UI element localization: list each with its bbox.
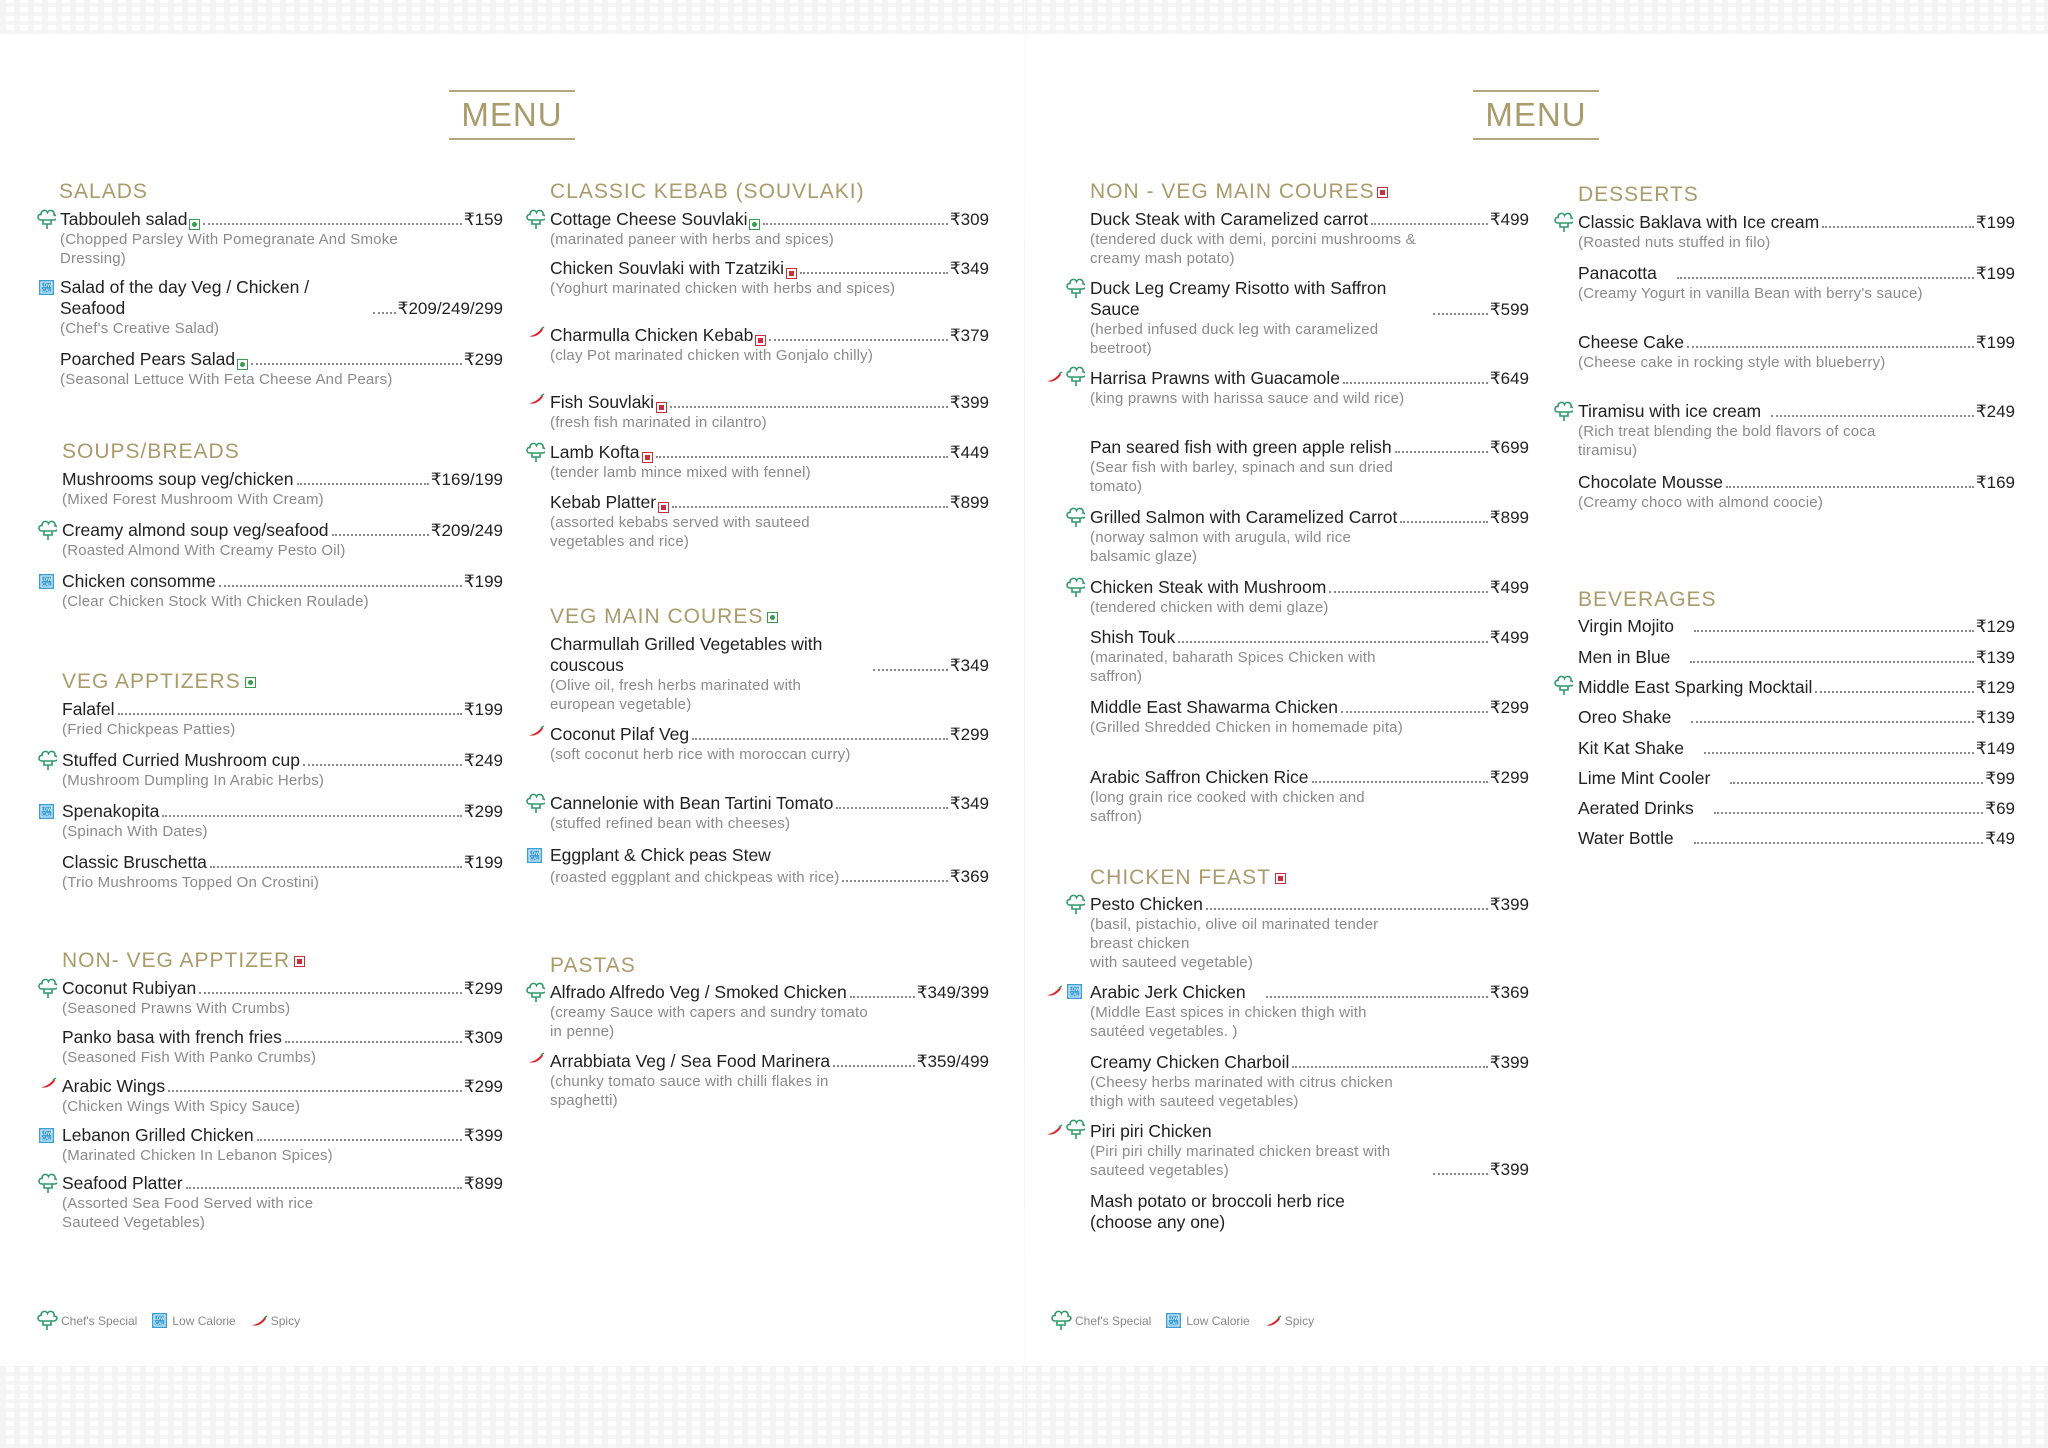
- chef-special-icon: [1065, 366, 1085, 388]
- chef-special-icon: [525, 209, 545, 231]
- item-price: ₹149: [1975, 739, 2015, 758]
- item-description: (Mushroom Dumpling In Arabic Herbs): [62, 772, 325, 789]
- item-description: (Yoghurt marinated chicken with herbs and spices): [550, 280, 896, 297]
- menu-item: Classic Baklava with Ice cream ₹199 (Roasted nuts stuffed in filo): [1578, 212, 2015, 252]
- item-description: (Rich treat blending the bold flavors of coca tiramisu): [1578, 423, 1876, 459]
- section-title-kebab: CLASSIC KEBAB (SOUVLAKI): [550, 180, 865, 203]
- chef-special-icon: [525, 793, 545, 815]
- nonveg-mark-icon: [294, 956, 305, 967]
- spicy-icon: [527, 1051, 547, 1073]
- item-price: ₹249: [463, 751, 503, 770]
- item-description: (Seasonal Lettuce With Feta Cheese And Pears): [60, 371, 393, 388]
- low-calorie-icon: [38, 1127, 58, 1149]
- item-description: (assorted kebabs served with sauteed vegetables and rice): [550, 514, 810, 550]
- menu-item: Salad of the day Veg / Chicken / Seafood ₹209/249/299 (Chef's Creative Salad): [60, 277, 503, 338]
- item-price: ₹139: [1975, 708, 2015, 727]
- chef-special-icon: [1065, 894, 1085, 916]
- chef-special-icon: [1553, 212, 1573, 234]
- item-description: (Mixed Forest Mushroom With Cream): [62, 491, 324, 508]
- item-price: ₹209/249: [430, 521, 503, 540]
- item-price: ₹599: [1489, 300, 1529, 319]
- item-description: (Roasted Almond With Creamy Pesto Oil): [62, 542, 346, 559]
- item-price: ₹169: [1975, 473, 2015, 492]
- item-price: ₹359/499: [916, 1052, 989, 1071]
- legend-low-calorie-label: Low Calorie: [1186, 1314, 1250, 1328]
- item-price: ₹649: [1489, 369, 1529, 388]
- low-calorie-icon: [1066, 983, 1086, 1005]
- low-calorie-icon: [151, 1312, 169, 1330]
- menu-item: Lebanon Grilled Chicken ₹399 (Marinated Chicken In Lebanon Spices): [62, 1125, 503, 1165]
- item-description: (basil, pistachio, olive oil marinated tender breast chicken: [1090, 916, 1379, 952]
- menu-item: Cheese Cake ₹199 (Cheese cake in rocking style with blueberry): [1578, 332, 2015, 371]
- menu-item: Lime Mint Cooler ₹99: [1578, 768, 2015, 788]
- item-description: (Assorted Sea Food Served with rice Sauteed Vegetables): [62, 1195, 314, 1231]
- menu-item: Duck Leg Creamy Risotto with Saffron Sauce ₹599 (herbed infused duck leg with caramelized beetroot): [1090, 278, 1529, 358]
- item-price: ₹349/399: [916, 983, 989, 1002]
- chef-special-icon: [525, 442, 545, 464]
- item-price: ₹299: [463, 350, 503, 369]
- chef-special-icon: [1065, 278, 1085, 300]
- item-description: (Chicken Wings With Spicy Sauce): [62, 1098, 301, 1115]
- item-price: ₹199: [463, 572, 503, 591]
- chef-special-icon: [36, 209, 56, 231]
- menu-item: Pan seared fish with green apple relish ₹699 (Sear fish with barley, spinach and sun dried tomato): [1090, 437, 1529, 495]
- item-description: (Fried Chickpeas Patties): [62, 721, 236, 738]
- item-price: ₹379: [949, 326, 989, 345]
- item-price: ₹199: [1975, 264, 2015, 283]
- item-description: (norway salmon with arugula, wild rice balsamic glaze): [1090, 529, 1352, 565]
- item-description: (Creamy Yogurt in vanilla Bean with berry's sauce): [1578, 285, 1923, 302]
- legend-chefs-special-label: Chef's Special: [1075, 1314, 1152, 1328]
- item-price: ₹349: [949, 656, 989, 675]
- item-price: ₹299: [463, 802, 503, 821]
- item-description: (Marinated Chicken In Lebanon Spices): [62, 1147, 333, 1164]
- menu-item: Oreo Shake ₹139: [1578, 707, 2015, 727]
- item-description: (tender lamb mince mixed with fennel): [550, 464, 811, 481]
- item-description: (Cheese cake in rocking style with blueberry): [1578, 354, 1886, 371]
- spicy-icon: [527, 724, 547, 746]
- menu-item: Arabic Saffron Chicken Rice ₹299 (long grain rice cooked with chicken and saffron): [1090, 767, 1529, 825]
- menu-item: Eggplant & Chick peas Stew (roasted eggplant and chickpeas with rice) ₹369: [550, 845, 989, 887]
- nonveg-mark-icon: [1275, 873, 1286, 884]
- item-price: ₹159: [463, 210, 503, 229]
- menu-item: Chocolate Mousse ₹169 (Creamy choco with almond coocie): [1578, 472, 2015, 511]
- menu-item: Chicken Souvlaki with Tzatziki ₹349 (Yoghurt marinated chicken with herbs and spices): [550, 258, 989, 297]
- side-choice-note: Mash potato or broccoli herb rice (choose any one): [1090, 1191, 1345, 1232]
- legend-left: [36, 1310, 314, 1332]
- item-price: ₹399: [1489, 895, 1529, 914]
- section-title-salads: SALADS: [59, 180, 148, 203]
- menu-item: Tabbouleh salad ₹159 (Chopped Parsley With Pomegranate And Smoke Dressing): [60, 209, 503, 268]
- section-title-nonveg-apptizer: NON- VEG APPTIZER: [62, 949, 305, 973]
- item-price: ₹299: [949, 725, 989, 744]
- menu-item: Charmullah Grilled Vegetables with couscous ₹349 (Olive oil, fresh herbs marinated with european vegetable): [550, 634, 989, 713]
- item-price: ₹399: [463, 1126, 503, 1145]
- menu-item: Panacotta ₹199 (Creamy Yogurt in vanilla Bean with berry's sauce): [1578, 263, 2015, 302]
- item-price: ₹69: [1985, 799, 2015, 818]
- item-price: ₹169/199: [430, 470, 503, 489]
- chef-special-icon: [37, 520, 57, 542]
- menu-item: Water Bottle ₹49: [1578, 828, 2015, 848]
- item-price: ₹449: [949, 443, 989, 462]
- veg-mark-icon: [189, 219, 200, 230]
- menu-item: Falafel ₹199 (Fried Chickpeas Patties): [62, 699, 503, 738]
- item-price: ₹129: [1975, 678, 2015, 697]
- nonveg-mark-icon: [755, 335, 766, 346]
- nonveg-mark-icon: [642, 452, 653, 463]
- spicy-icon: [250, 1314, 268, 1328]
- chef-special-icon: [36, 1310, 58, 1332]
- chef-special-icon: [37, 1173, 57, 1195]
- legend-low-calorie-label: Low Calorie: [172, 1314, 236, 1328]
- chef-special-icon: [525, 982, 545, 1004]
- menu-item: Middle East Sparking Mocktail ₹129: [1578, 677, 2015, 698]
- item-description: (roasted eggplant and chickpeas with rice): [550, 869, 840, 886]
- item-description: (tendered duck with demi, porcini mushrooms & creamy mash potato): [1090, 231, 1416, 267]
- chef-special-icon: [1553, 675, 1573, 697]
- page-fold: [1024, 0, 1025, 1448]
- menu-item: Arabic Wings ₹299 (Chicken Wings With Spicy Sauce): [62, 1076, 503, 1116]
- item-description: (Sear fish with barley, spinach and sun dried tomato): [1090, 459, 1394, 495]
- spicy-icon: [1045, 370, 1065, 392]
- chef-special-icon: [1050, 1310, 1072, 1332]
- item-description: (Roasted nuts stuffed in filo): [1578, 234, 1771, 251]
- menu-item: Mushrooms soup veg/chicken ₹169/199 (Mixed Forest Mushroom With Cream): [62, 469, 503, 508]
- menu-item: Cottage Cheese Souvlaki ₹309 (marinated paneer with herbs and spices): [550, 209, 989, 249]
- menu-item: Coconut Rubiyan ₹299 (Seasoned Prawns With Crumbs): [62, 978, 503, 1018]
- item-price: ₹499: [1489, 210, 1529, 229]
- item-description: (clay Pot marinated chicken with Gonjalo chilly): [550, 347, 874, 364]
- item-description: (Creamy choco with almond coocie): [1578, 494, 1824, 511]
- section-title-veg-main: VEG MAIN COURES: [550, 605, 778, 629]
- menu-item: Chicken Steak with Mushroom ₹499 (tendered chicken with demi glaze): [1090, 577, 1529, 617]
- menu-item: Tiramisu with ice cream ₹249 (Rich treat blending the bold flavors of coca tiramisu): [1578, 401, 2015, 460]
- menu-item: Kit Kat Shake ₹149: [1578, 738, 2015, 758]
- menu-item: Aerated Drinks ₹69: [1578, 798, 2015, 818]
- menu-item: Men in Blue ₹139: [1578, 647, 2015, 667]
- spicy-icon: [527, 392, 547, 414]
- left-menu-title: MENU: [449, 90, 575, 140]
- item-description: (tendered chicken with demi glaze): [1090, 599, 1329, 616]
- legend-spicy-label: Spicy: [1284, 1314, 1315, 1328]
- menu-item: Alfrado Alfredo Veg / Smoked Chicken ₹349/399 (creamy Sauce with capers and sundry tomato in penne): [550, 982, 989, 1041]
- nonveg-mark-icon: [786, 268, 797, 279]
- item-description: (marinated paneer with herbs and spices): [550, 231, 834, 248]
- veg-mark-icon: [767, 612, 778, 623]
- section-title-beverages: BEVERAGES: [1578, 588, 1717, 611]
- item-price: ₹349: [949, 259, 989, 278]
- section-title-chicken-feast: CHICKEN FEAST: [1090, 866, 1286, 890]
- low-calorie-icon: [526, 847, 546, 869]
- item-price: ₹199: [463, 700, 503, 719]
- section-title-soups: SOUPS/BREADS: [62, 440, 240, 463]
- menu-item: Charmulla Chicken Kebab ₹379 (clay Pot marinated chicken with Gonjalo chilly): [550, 325, 989, 365]
- legend-spicy-label: Spicy: [270, 1314, 301, 1328]
- menu-item: Creamy Chicken Charboil ₹399 (Cheesy herbs marinated with citrus chicken thigh with sauteed vegetables): [1090, 1052, 1529, 1110]
- nonveg-mark-icon: [656, 402, 667, 413]
- section-title-desserts: DESSERTS: [1578, 183, 1699, 206]
- spicy-icon: [1045, 1123, 1065, 1145]
- item-price: ₹209/249/299: [397, 299, 503, 318]
- section-title-nonveg-main: NON - VEG MAIN COURES: [1090, 180, 1388, 204]
- chef-special-icon: [37, 750, 57, 772]
- menu-item: Stuffed Curried Mushroom cup ₹249 (Mushroom Dumpling In Arabic Herbs): [62, 750, 503, 790]
- menu-item: Shish Touk ₹499 (marinated, baharath Spices Chicken with saffron): [1090, 627, 1529, 685]
- item-description: (soft coconut herb rice with moroccan curry): [550, 746, 851, 763]
- chef-special-icon: [1065, 1119, 1085, 1141]
- section-title-pastas: PASTAS: [550, 954, 636, 977]
- menu-item: Creamy almond soup veg/seafood ₹209/249 (Roasted Almond With Creamy Pesto Oil): [62, 520, 503, 560]
- menu-item: Virgin Mojito ₹129: [1578, 616, 2015, 636]
- item-description: (Seasoned Prawns With Crumbs): [62, 1000, 291, 1017]
- low-calorie-icon: [1165, 1312, 1183, 1330]
- item-description: (marinated, baharath Spices Chicken with saffron): [1090, 649, 1376, 685]
- item-price: ₹249: [1975, 402, 2015, 421]
- menu-item: Middle East Shawarma Chicken ₹299 (Grilled Shredded Chicken in homemade pita): [1090, 697, 1529, 736]
- item-description: (Spinach With Dates): [62, 823, 208, 840]
- veg-mark-icon: [245, 677, 256, 688]
- menu-item: Fish Souvlaki ₹399 (fresh fish marinated in cilantro): [550, 392, 989, 432]
- item-price: ₹299: [463, 979, 503, 998]
- item-description: (Chopped Parsley With Pomegranate And Smoke Dressing): [60, 231, 398, 267]
- menu-item: Arrabbiata Veg / Sea Food Marinera ₹359/499 (chunky tomato sauce with chilli flakes in spaghetti): [550, 1051, 989, 1110]
- spicy-icon: [1045, 984, 1065, 1006]
- nonveg-mark-icon: [658, 502, 669, 513]
- item-description: (Piri piri chilly marinated chicken breast with sauteed vegetables): [1090, 1143, 1391, 1179]
- item-price: ₹299: [1489, 768, 1529, 787]
- item-price: ₹899: [949, 493, 989, 512]
- item-price: ₹139: [1975, 648, 2015, 667]
- item-price: ₹49: [1985, 829, 2015, 848]
- spicy-icon: [527, 325, 547, 347]
- item-price: ₹349: [949, 794, 989, 813]
- item-price: ₹369: [949, 867, 989, 886]
- section-title-veg-apptizers: VEG APPTIZERS: [62, 670, 256, 694]
- veg-mark-icon: [749, 219, 760, 230]
- low-calorie-icon: [38, 279, 58, 301]
- item-price: ₹309: [949, 210, 989, 229]
- item-price: ₹309: [463, 1028, 503, 1047]
- item-description: (Chef's Creative Salad): [60, 320, 220, 337]
- chef-special-icon: [1065, 577, 1085, 599]
- chef-special-icon: [1065, 507, 1085, 529]
- item-description: (Cheesy herbs marinated with citrus chicken thigh with sauteed vegetables): [1090, 1074, 1393, 1110]
- menu-item: Coconut Pilaf Veg ₹299 (soft coconut herb rice with moroccan curry): [550, 724, 989, 764]
- item-price: ₹199: [1975, 213, 2015, 232]
- chef-special-icon: [37, 978, 57, 1000]
- low-calorie-icon: [38, 803, 58, 825]
- item-description: (Clear Chicken Stock With Chicken Roulade): [62, 593, 369, 610]
- spicy-icon: [39, 1076, 59, 1098]
- spicy-icon: [1264, 1314, 1282, 1328]
- item-description: (Seasoned Fish With Panko Crumbs): [62, 1049, 317, 1066]
- menu-item: Spenakopita ₹299 (Spinach With Dates): [62, 801, 503, 841]
- item-description: (king prawns with harissa sauce and wild rice): [1090, 390, 1405, 407]
- item-description: (stuffed refined bean with cheeses): [550, 815, 791, 832]
- item-price: ₹199: [463, 853, 503, 872]
- menu-item: Pesto Chicken ₹399 (basil, pistachio, olive oil marinated tender breast chicken with sauteed vegetable): [1090, 894, 1529, 972]
- item-price: ₹299: [463, 1077, 503, 1096]
- low-calorie-icon: [38, 573, 58, 595]
- item-price: ₹199: [1975, 333, 2015, 352]
- nonveg-mark-icon: [1377, 187, 1388, 198]
- item-price: ₹899: [1489, 508, 1529, 527]
- right-menu-title: MENU: [1473, 90, 1599, 140]
- menu-item: Classic Bruschetta ₹199 (Trio Mushrooms Topped On Crostini): [62, 852, 503, 891]
- item-price: ₹99: [1985, 769, 2015, 788]
- legend-right: [1050, 1310, 1328, 1332]
- item-price: ₹299: [1489, 698, 1529, 717]
- legend-chefs-special-label: Chef's Special: [61, 1314, 138, 1328]
- item-price: ₹399: [1489, 1160, 1529, 1179]
- menu-item: Kebab Platter ₹899 (assorted kebabs served with sauteed vegetables and rice): [550, 492, 989, 550]
- item-price: ₹399: [949, 393, 989, 412]
- item-price: ₹499: [1489, 578, 1529, 597]
- menu-item: Poarched Pears Salad ₹299 (Seasonal Lettuce With Feta Cheese And Pears): [60, 349, 503, 388]
- item-description-line2: with sauteed vegetable): [1090, 954, 1254, 971]
- item-description: (Olive oil, fresh herbs marinated with european vegetable): [550, 677, 802, 713]
- item-price: ₹699: [1489, 438, 1529, 457]
- item-price: ₹399: [1489, 1053, 1529, 1072]
- item-description: (long grain rice cooked with chicken and saffron): [1090, 789, 1365, 825]
- menu-item: Chicken consomme ₹199 (Clear Chicken Stock With Chicken Roulade): [62, 571, 503, 611]
- item-price: ₹499: [1489, 628, 1529, 647]
- item-description: (Middle East spices in chicken thigh with sautéed vegetables. ): [1090, 1004, 1367, 1040]
- item-description: (Trio Mushrooms Topped On Crostini): [62, 874, 320, 891]
- veg-mark-icon: [237, 359, 248, 370]
- item-price: ₹369: [1489, 983, 1529, 1002]
- menu-item: Lamb Kofta ₹449 (tender lamb mince mixed with fennel): [550, 442, 989, 482]
- item-description: (fresh fish marinated in cilantro): [550, 414, 767, 431]
- menu-item: Duck Steak with Caramelized carrot ₹499 (tendered duck with demi, porcini mushrooms & creamy mash potato): [1090, 209, 1529, 267]
- item-description: (Grilled Shredded Chicken in homemade pita): [1090, 719, 1403, 736]
- menu-item: Piri piri Chicken (Piri piri chilly marinated chicken breast with sauteed vegetables) ₹399: [1090, 1121, 1529, 1180]
- item-description: (creamy Sauce with capers and sundry tomato in penne): [550, 1004, 868, 1040]
- menu-item: Arabic Jerk Chicken ₹369 (Middle East spices in chicken thigh with sautéed vegetables. ): [1090, 982, 1529, 1041]
- item-price: ₹899: [463, 1174, 503, 1193]
- item-description: (herbed infused duck leg with caramelized beetroot): [1090, 321, 1379, 357]
- menu-item: Cannelonie with Bean Tartini Tomato ₹349 (stuffed refined bean with cheeses): [550, 793, 989, 833]
- item-description: (chunky tomato sauce with chilli flakes in spaghetti): [550, 1073, 829, 1109]
- menu-item: Seafood Platter ₹899 (Assorted Sea Food Served with rice Sauteed Vegetables): [62, 1173, 503, 1232]
- menu-item: Grilled Salmon with Caramelized Carrot ₹899 (norway salmon with arugula, wild rice balsamic glaze): [1090, 507, 1529, 566]
- item-price: ₹129: [1975, 617, 2015, 636]
- menu-item: Harrisa Prawns with Guacamole ₹649 (king prawns with harissa sauce and wild rice): [1090, 368, 1529, 408]
- chef-special-icon: [1553, 401, 1573, 423]
- menu-item: Panko basa with french fries ₹309 (Seasoned Fish With Panko Crumbs): [62, 1027, 503, 1066]
